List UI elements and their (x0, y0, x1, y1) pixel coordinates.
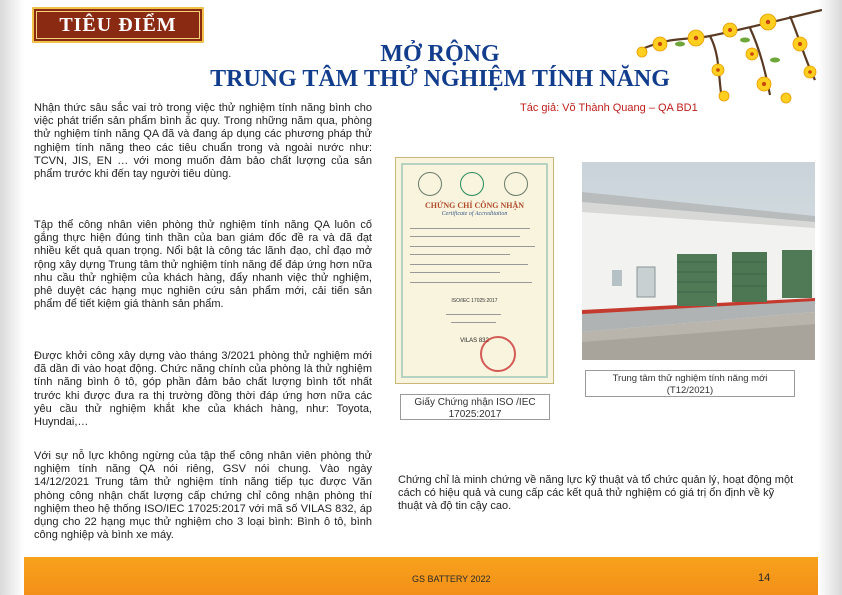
certificate-text-line (410, 228, 530, 229)
certificate-title: CHỨNG CHỈ CÔNG NHẬN (424, 201, 525, 210)
certificate-standard: ISO/IEC 17025:2017 (451, 298, 498, 304)
page-footer (24, 557, 818, 595)
certificate-text-line (410, 246, 535, 247)
paragraph-2: Tập thể công nhân viên phòng thử nghiệm tính năng QA luôn cố gắng thực hiện đúng tinh thần của ban giám đốc đề ra và đã đạt nhiều kết quả quan trọng. Nổi bật là công tác lãnh đạo, chỉ đạo mở rộng xây dựng Trung tâm thử nghiệm tính năng để đáp ứng hơn nữa nhu cầu thử nghiệm của khách hàng, đẩy nhanh việc thử nghiệm, phê duyệt các hạng mục nghiên cứu sản phẩm mới, cải tiến sản phẩm để tiết kiệm giá thành sản phẩm. (34, 219, 372, 311)
certificate-text-line (446, 314, 501, 315)
certificate-logo-left (418, 172, 442, 196)
footer-publication: GS BATTERY 2022 (412, 574, 491, 584)
page-number: 14 (758, 572, 771, 584)
paragraph-3: Được khởi công xây dựng vào tháng 3/2021 phòng thử nghiệm mới đã dần đi vào hoạt động. Chức năng chính của phòng là thử nghiệm tính năng bình ô tô, góp phần đảm bảo chất lượng bình tốt nhất trước khi được đưa ra thị trường đồng thời đáp ứng hơn nữa các yêu cầu thử nghiệm khắt khe của khách hàng, như: Toyota, Huyndai,… (34, 350, 372, 429)
paragraph-4: Với sự nỗ lực không ngừng của tập thể công nhân viên phòng thử nghiệm tính năng QA nói riêng, GSV nói chung. Vào ngày 14/12/2021 Trung tâm thử nghiệm tính năng tiếp tục được Văn phòng công nhận chất lượng cấp chứng chỉ công nhận phòng thí nghiệm theo hệ thống ISO/IEC 17025:2017 với mã số VILAS 832, áp dụng cho 22 hạng mục thử nghiệm cho 3 loại bình: Bình ô tô, bình công nghiệp và bình xe máy. (34, 450, 372, 542)
section-tag-label: TIÊU ĐIỂM (59, 14, 177, 36)
certificate-text-line (451, 322, 496, 323)
paragraph-1: Nhận thức sâu sắc vai trò trong việc thử nghiệm tính năng bình cho việc phát triển sản phẩm bình ắc quy. Trong những năm qua, phòng thử nghiệm tính năng QA đã và đang áp dụng các phương pháp thử nghiệm tính năng theo các tiêu chuẩn trong và ngoài nước như: TCVN, JIS, EN … với mong muốn đảm bảo chất lượng của sản phẩm trước khi đến tay người tiêu dùng. (34, 102, 372, 181)
certificate-text-line (410, 264, 528, 265)
photo-caption-line1: Trung tâm thử nghiệm tính năng mới (612, 373, 768, 384)
article-title-line1: MỞ RỘNG (380, 41, 500, 67)
article-title-line2: TRUNG TÂM THỬ NGHIỆM TÍNH NĂNG (210, 66, 670, 92)
paragraph-5: Chứng chỉ là minh chứng về năng lực kỹ thuật và tổ chức quản lý, hoạt động một cách có hiệu quả và cung cấp các kết quả thử nghiệm có giá trị ổn định về kỹ thuật và độ tin cậy cao. (398, 474, 794, 513)
certificate-stamp-icon (480, 336, 516, 372)
certificate-text-line (410, 254, 510, 255)
certificate-logo-center (460, 172, 484, 196)
certificate-text-line (410, 272, 500, 273)
certificate-caption-line1: Giấy Chứng nhận ISO /IEC (414, 397, 536, 408)
certificate-code: VILAS 832 (460, 338, 489, 344)
certificate-text-line (410, 236, 520, 237)
photo-caption-line2: (T12/2021) (666, 385, 714, 396)
certificate-caption (400, 394, 550, 420)
certificate-text-line (410, 282, 532, 283)
photo-caption (585, 370, 795, 397)
certificate-caption-line2: 17025:2017 (448, 409, 502, 420)
section-tag (32, 7, 204, 43)
certificate-logo-right (504, 172, 528, 196)
certificate-subtitle: Certificate of Accreditation (441, 211, 508, 217)
certificate-image (395, 157, 554, 384)
page-edge-left (0, 0, 24, 595)
author-credit: Tác giả: Võ Thành Quang – QA BD1 (520, 102, 698, 114)
building-photo (582, 162, 815, 360)
